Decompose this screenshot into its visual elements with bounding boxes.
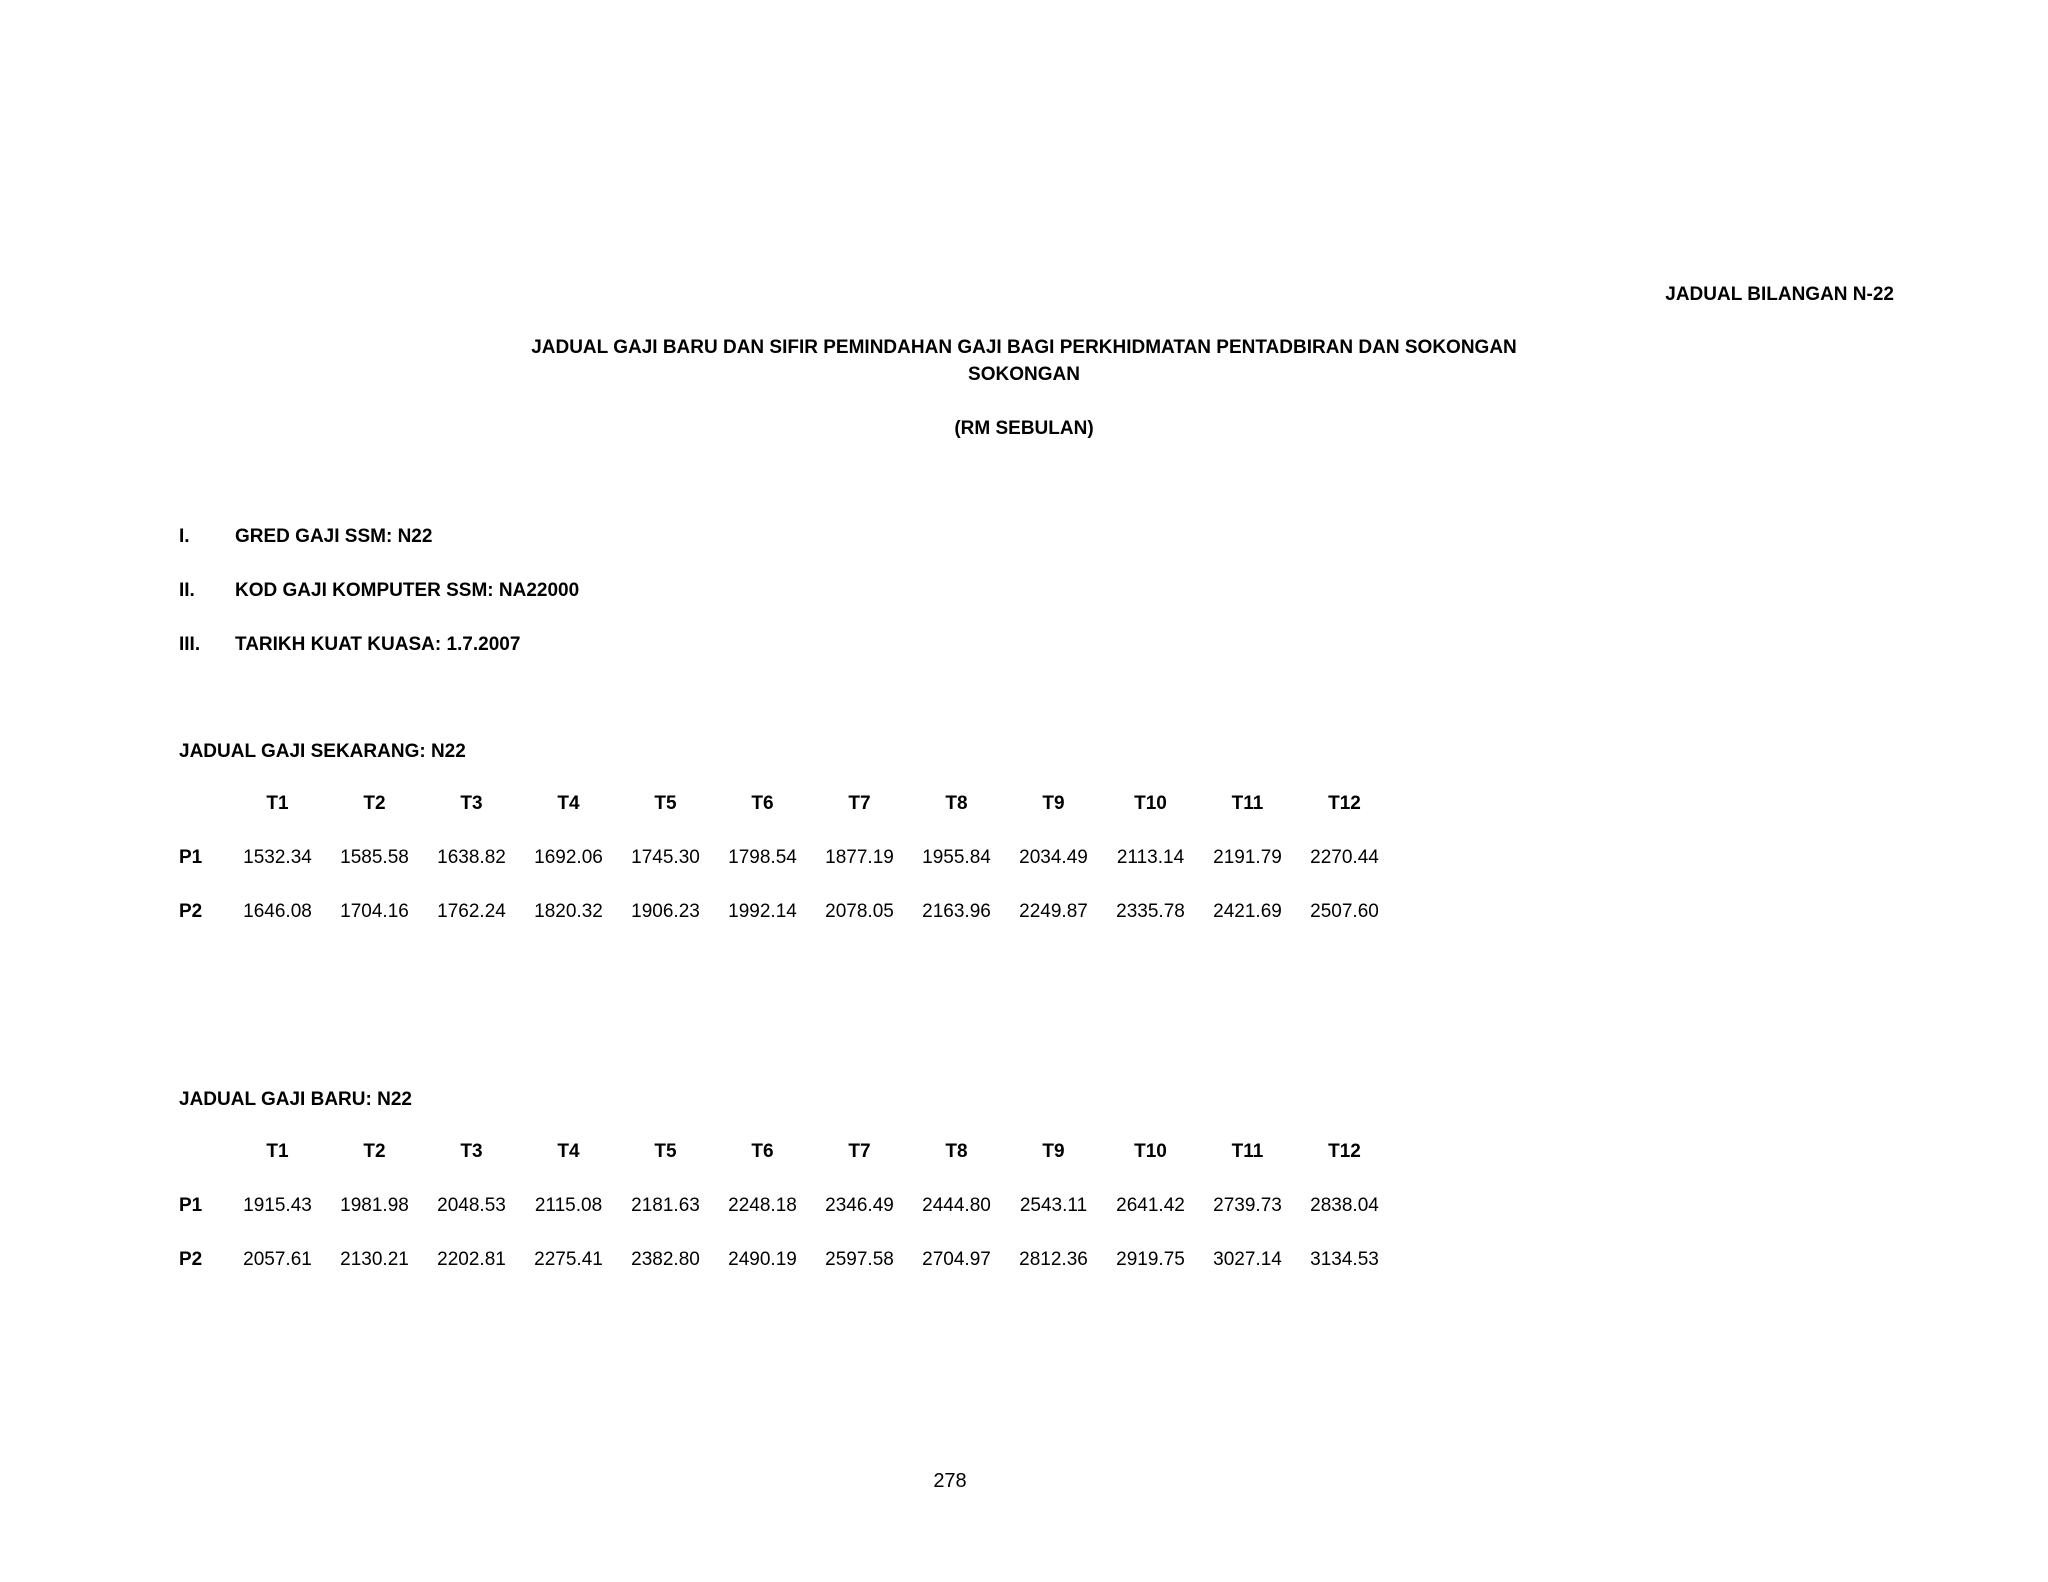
table-cell: 2270.44 bbox=[1310, 847, 1379, 868]
info-item-text: GRED GAJI SSM: N22 bbox=[235, 526, 433, 547]
table-cell: 2838.04 bbox=[1310, 1195, 1379, 1216]
table-cell: 2543.11 bbox=[1019, 1195, 1088, 1216]
table-cell: 1704.16 bbox=[340, 901, 409, 922]
table-cell: 2202.81 bbox=[437, 1249, 506, 1270]
table-cell: 1585.58 bbox=[340, 847, 409, 868]
info-item-number: III. bbox=[179, 634, 201, 655]
page-title: JADUAL GAJI BARU DAN SIFIR PEMINDAHAN GAJI BAGI PERKHIDMATAN PENTADBIRAN DAN SOKONGAN bbox=[531, 337, 1517, 358]
info-item-text: TARIKH KUAT KUASA: 1.7.2007 bbox=[235, 634, 521, 655]
column-header: T12 bbox=[1328, 793, 1361, 814]
column-header: T11 bbox=[1231, 793, 1264, 814]
info-item-text: KOD GAJI KOMPUTER SSM: NA22000 bbox=[235, 580, 580, 601]
column-header: T5 bbox=[654, 1141, 677, 1162]
table-row bbox=[179, 1233, 1393, 1287]
table-cell: 1638.82 bbox=[437, 847, 506, 868]
table-cell: 2034.49 bbox=[1019, 847, 1088, 868]
table-cell: 2444.80 bbox=[922, 1195, 991, 1216]
table-cell: 2507.60 bbox=[1310, 901, 1379, 922]
table-cell: 2048.53 bbox=[437, 1195, 506, 1216]
table-cell: 2490.19 bbox=[728, 1249, 797, 1270]
page-number: 278 bbox=[933, 1470, 967, 1492]
table-cell: 1745.30 bbox=[631, 847, 700, 868]
table-cell: 1762.24 bbox=[437, 901, 506, 922]
table-cell: 1877.19 bbox=[825, 847, 894, 868]
column-header: T10 bbox=[1134, 793, 1167, 814]
table-cell: 2115.08 bbox=[534, 1195, 603, 1216]
table-cell: 1915.43 bbox=[243, 1195, 312, 1216]
current-salary-title: JADUAL GAJI SEKARANG: N22 bbox=[179, 741, 466, 762]
column-header: T4 bbox=[557, 793, 580, 814]
table-row bbox=[179, 1179, 1393, 1233]
column-header: T3 bbox=[460, 1141, 483, 1162]
document-number: JADUAL BILANGAN N-22 bbox=[1665, 284, 1894, 305]
table-cell: 1981.98 bbox=[340, 1195, 409, 1216]
table-cell: 2812.36 bbox=[1019, 1249, 1088, 1270]
table-cell: 1955.84 bbox=[922, 847, 991, 868]
info-item-computer-code bbox=[179, 580, 579, 602]
column-header: T7 bbox=[848, 1141, 871, 1162]
table-cell: 2191.79 bbox=[1213, 847, 1282, 868]
table-cell: 2248.18 bbox=[728, 1195, 797, 1216]
table-cell: 1820.32 bbox=[534, 901, 603, 922]
column-header: T1 bbox=[266, 1141, 289, 1162]
column-header: T1 bbox=[266, 793, 289, 814]
row-label: P1 bbox=[179, 847, 203, 868]
column-header: T11 bbox=[1231, 1141, 1264, 1162]
table-cell: 2346.49 bbox=[825, 1195, 894, 1216]
column-header: T7 bbox=[848, 793, 871, 814]
column-header: T2 bbox=[363, 1141, 386, 1162]
table-header-row bbox=[179, 777, 1393, 831]
unit-label: (RM SEBULAN) bbox=[954, 418, 1094, 439]
table-cell: 2057.61 bbox=[243, 1249, 312, 1270]
column-header: T6 bbox=[751, 1141, 774, 1162]
table-cell: 3027.14 bbox=[1213, 1249, 1282, 1270]
column-header: T9 bbox=[1042, 793, 1065, 814]
table-cell: 2163.96 bbox=[922, 901, 991, 922]
column-header: T12 bbox=[1328, 1141, 1361, 1162]
table-cell: 1692.06 bbox=[534, 847, 603, 868]
table-cell: 2739.73 bbox=[1213, 1195, 1282, 1216]
table-cell: 2181.63 bbox=[631, 1195, 700, 1216]
info-item-salary-grade bbox=[179, 526, 432, 548]
column-header: T8 bbox=[945, 793, 968, 814]
new-salary-title: JADUAL GAJI BARU: N22 bbox=[179, 1089, 412, 1110]
new-salary-table bbox=[179, 1125, 1393, 1287]
table-cell: 2421.69 bbox=[1213, 901, 1282, 922]
table-cell: 1646.08 bbox=[243, 901, 312, 922]
row-label: P2 bbox=[179, 1249, 203, 1270]
column-header: T9 bbox=[1042, 1141, 1065, 1162]
table-cell: 2078.05 bbox=[825, 901, 894, 922]
info-item-number: I. bbox=[179, 526, 190, 547]
table-cell: 2249.87 bbox=[1019, 901, 1088, 922]
column-header: T2 bbox=[363, 793, 386, 814]
column-header: T4 bbox=[557, 1141, 580, 1162]
table-header-row bbox=[179, 1125, 1393, 1179]
table-row bbox=[179, 831, 1393, 885]
table-cell: 2113.14 bbox=[1116, 847, 1185, 868]
info-item-number: II. bbox=[179, 580, 195, 601]
table-cell: 2382.80 bbox=[631, 1249, 700, 1270]
table-cell: 1532.34 bbox=[243, 847, 312, 868]
table-cell: 3134.53 bbox=[1310, 1249, 1379, 1270]
row-label: P1 bbox=[179, 1195, 203, 1216]
current-salary-table bbox=[179, 777, 1393, 939]
page-title-continued: SOKONGAN bbox=[968, 364, 1080, 385]
table-cell: 2130.21 bbox=[340, 1249, 409, 1270]
table-cell: 2275.41 bbox=[534, 1249, 603, 1270]
row-label: P2 bbox=[179, 901, 203, 922]
column-header: T3 bbox=[460, 793, 483, 814]
column-header: T5 bbox=[654, 793, 677, 814]
column-header: T8 bbox=[945, 1141, 968, 1162]
table-corner bbox=[179, 1125, 229, 1179]
table-corner bbox=[179, 777, 229, 831]
table-cell: 1798.54 bbox=[728, 847, 797, 868]
table-row bbox=[179, 885, 1393, 939]
table-cell: 1992.14 bbox=[728, 901, 797, 922]
table-cell: 2919.75 bbox=[1116, 1249, 1185, 1270]
column-header: T6 bbox=[751, 793, 774, 814]
table-cell: 2335.78 bbox=[1116, 901, 1185, 922]
info-item-effective-date bbox=[179, 634, 520, 656]
table-cell: 1906.23 bbox=[631, 901, 700, 922]
table-cell: 2704.97 bbox=[922, 1249, 991, 1270]
column-header: T10 bbox=[1134, 1141, 1167, 1162]
table-cell: 2641.42 bbox=[1116, 1195, 1185, 1216]
table-cell: 2597.58 bbox=[825, 1249, 894, 1270]
